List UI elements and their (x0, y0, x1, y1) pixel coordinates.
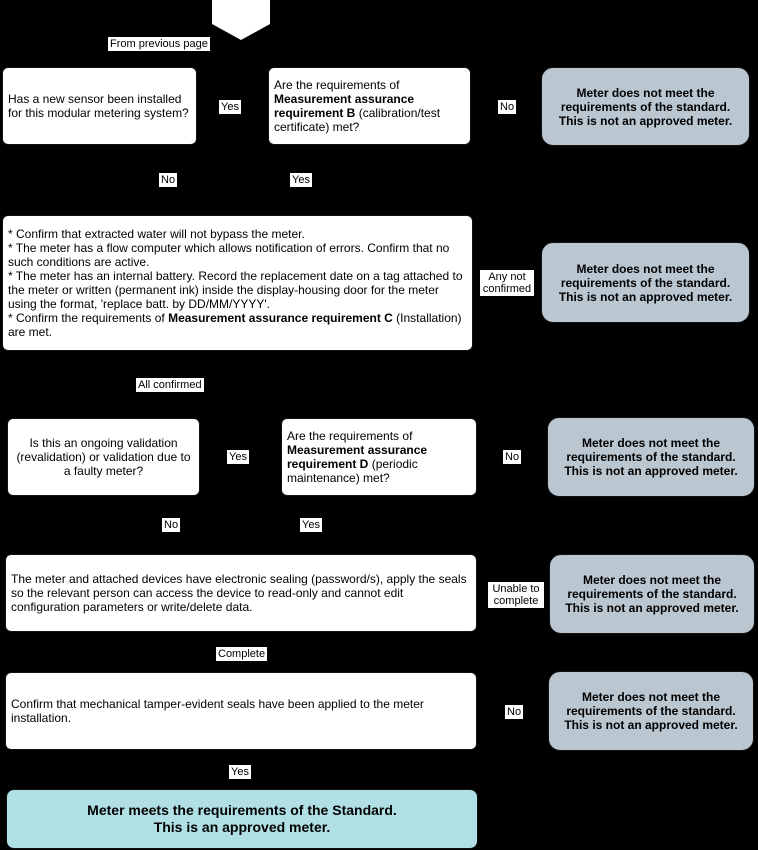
checklist-line-1: * Confirm that extracted water will not bypass the meter. (8, 227, 305, 241)
checklist-line-2: * The meter has a flow computer which allows notification of errors. Confirm that no such conditions are active. (8, 241, 450, 269)
label-yes-new-sensor: Yes (221, 101, 239, 113)
mechanical-seals-step (5, 672, 477, 750)
label-all-confirmed: All confirmed (138, 379, 202, 391)
not-approved-text-5: Meter does not meet the requirements of the standard. This is not an approved meter. (564, 690, 738, 732)
requirement-d-text: Are the requirements of Measurement assurance requirement D (periodic maintenance) met? (287, 429, 428, 485)
checklist-line-4: * Confirm the requirements of Measurement assurance requirement C (Installation) are met. (8, 311, 462, 339)
electronic-sealing-text: The meter and attached devices have electronic sealing (password/s), apply the seals so the relevant person can access the device to read-only and cannot edit configuration parameters or write/delete data. (11, 572, 467, 614)
approved-line-2: This is an approved meter. (153, 819, 331, 835)
entry-arrow-shape (212, 0, 270, 40)
result-not-approved-5 (548, 671, 754, 751)
confirmation-checklist (2, 215, 473, 351)
label-no-ongoing: No (164, 519, 179, 531)
question-new-sensor (2, 67, 197, 145)
label-any-not-confirmed: Any not confirmed (480, 270, 534, 296)
label-from-previous-page: From previous page (110, 38, 208, 50)
electronic-sealing-step (5, 554, 477, 632)
not-approved-text-1: Meter does not meet the requirements of the standard. This is not an approved meter. (558, 85, 733, 128)
question-requirement-d (281, 418, 477, 496)
label-complete: Complete (218, 648, 266, 660)
question-ongoing-validation (7, 418, 200, 496)
not-approved-text-4: Meter does not meet the requirements of the standard. This is not an approved meter. (565, 573, 739, 615)
question-requirement-b (268, 67, 471, 145)
not-approved-text-2: Meter does not meet the requirements of the standard. This is not an approved meter. (558, 261, 733, 304)
result-approved (6, 789, 478, 849)
not-approved-text-3: Meter does not meet the requirements of the standard. This is not an approved meter. (564, 436, 738, 478)
label-no-requirement-b: No (500, 101, 515, 113)
label-no-new-sensor: No (161, 174, 176, 186)
label-yes-mechanical-seals: Yes (231, 766, 249, 778)
mechanical-seals-text: Confirm that mechanical tamper-evident seals have been applied to the meter installation. (11, 697, 424, 725)
label-yes-ongoing: Yes (229, 451, 247, 463)
result-not-approved-2 (541, 242, 750, 323)
result-not-approved-1 (541, 67, 750, 146)
question-new-sensor-text: Has a new sensor been installed for this modular metering system? (8, 92, 189, 120)
label-no-mechanical-seals: No (507, 706, 522, 718)
checklist-line-3: * The meter has an internal battery. Record the replacement date on a tag attached to the meter or written (permanent ink) inside the display-housing door for the meter using the format, 'replace batt. by DD/MM/YYYY'. (8, 269, 463, 311)
approved-line-1: Meter meets the requirements of the Standard. (87, 802, 397, 818)
result-not-approved-3 (547, 417, 755, 497)
label-no-requirement-d: No (505, 451, 520, 463)
label-unable-to-complete: Unable to complete (488, 582, 544, 608)
result-not-approved-4 (549, 554, 755, 634)
ongoing-validation-text: Is this an ongoing validation (revalidation) or validation due to a faulty meter? (16, 436, 191, 478)
label-yes-requirement-d: Yes (302, 519, 320, 531)
requirement-b-text: Are the requirements of Measurement assurance requirement B (calibration/test certificate) met? (274, 78, 441, 134)
label-yes-requirement-b: Yes (292, 174, 310, 186)
